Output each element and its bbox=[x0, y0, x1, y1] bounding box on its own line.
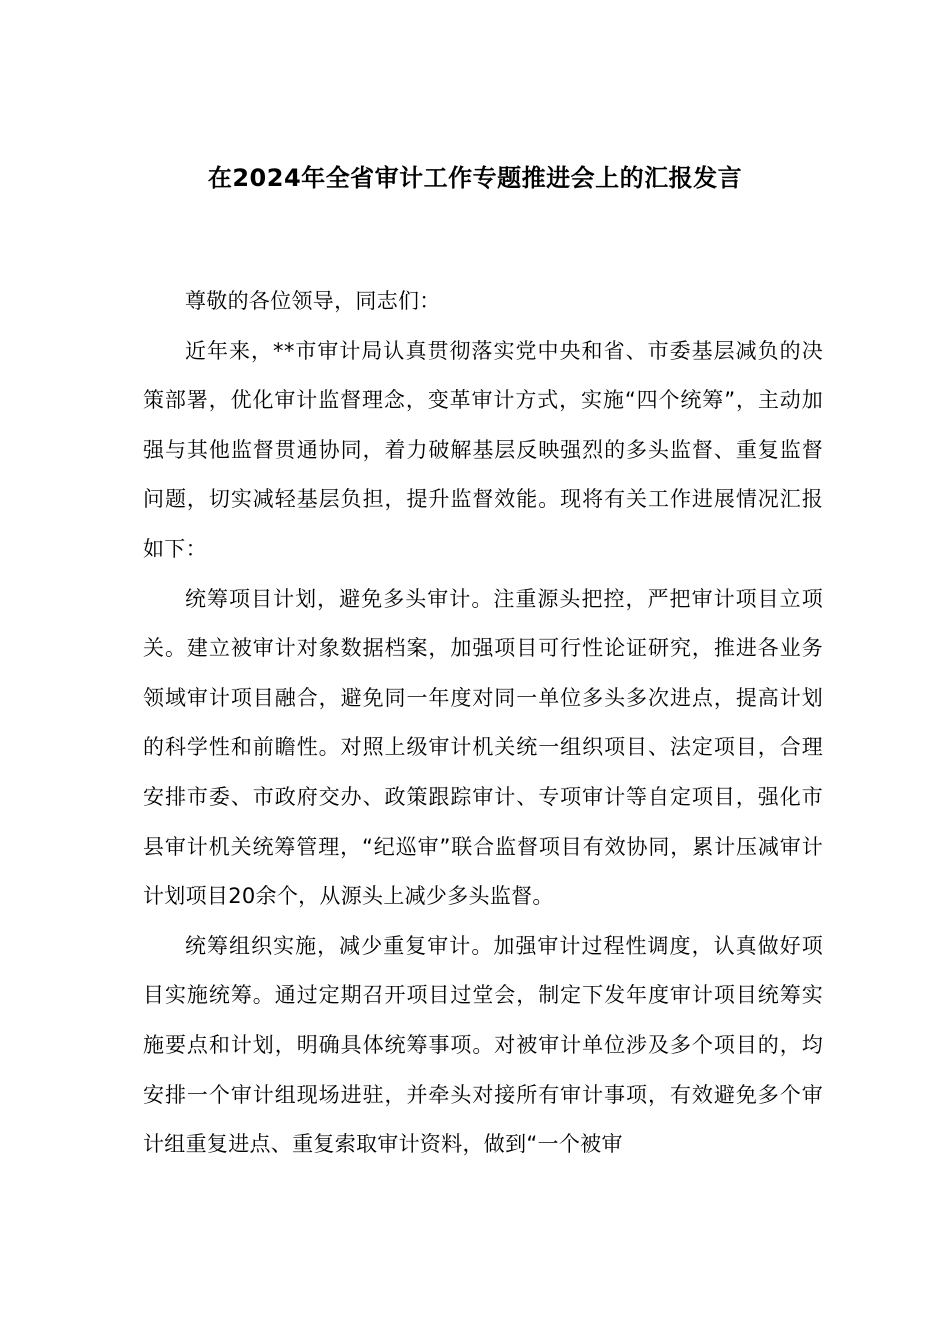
document-body bbox=[143, 277, 823, 1170]
paragraph-salutation: 尊敬的各位领导，同志们： bbox=[185, 289, 441, 313]
paragraph-intro: 近年来，**市审计局认真贯彻落实党中央和省、市委基层减负的决策部署，优化审计监督理念，变革审计方式，实施“四个统筹”，主动加强与其他监督贯通协同，着力破解基层反映强烈的多头监督、重复监督问题，切实减轻基层负担，提升监督效能。现将有关工作进展情况汇报如下： bbox=[143, 338, 823, 561]
paragraph-implementation: 统筹组织实施，减少重复审计。加强审计过程性调度，认真做好项目实施统筹。通过定期召开项目过堂会，制定下发年度审计项目统筹实施要点和计划，明确具体统筹事项。对被审计单位涉及多个项目的，均安排一个审计组现场进驻，并牵头对接所有审计事项，有效避免多个审计组重复进点、重复索取审计资料，做到“一个被审 bbox=[143, 933, 823, 1157]
paragraph-project-plan: 统筹项目计划，避免多头审计。注重源头把控，严把审计项目立项关。建立被审计对象数据档案，加强项目可行性论证研究，推进各业务领域审计项目融合，避免同一年度对同一单位多头多次进点，提高计划的科学性和前瞻性。对照上级审计机关统一组织项目、法定项目，合理安排市委、市政府交办、政策跟踪审计、专项审计等自定项目，强化市县审计机关统筹管理，“纪巡审”联合监督项目有效协同，累计压减审计计划项目20余个，从源头上减少多头监督。 bbox=[143, 586, 823, 909]
document-title: 在2024年全省审计工作专题推进会上的汇报发言 bbox=[207, 164, 743, 192]
